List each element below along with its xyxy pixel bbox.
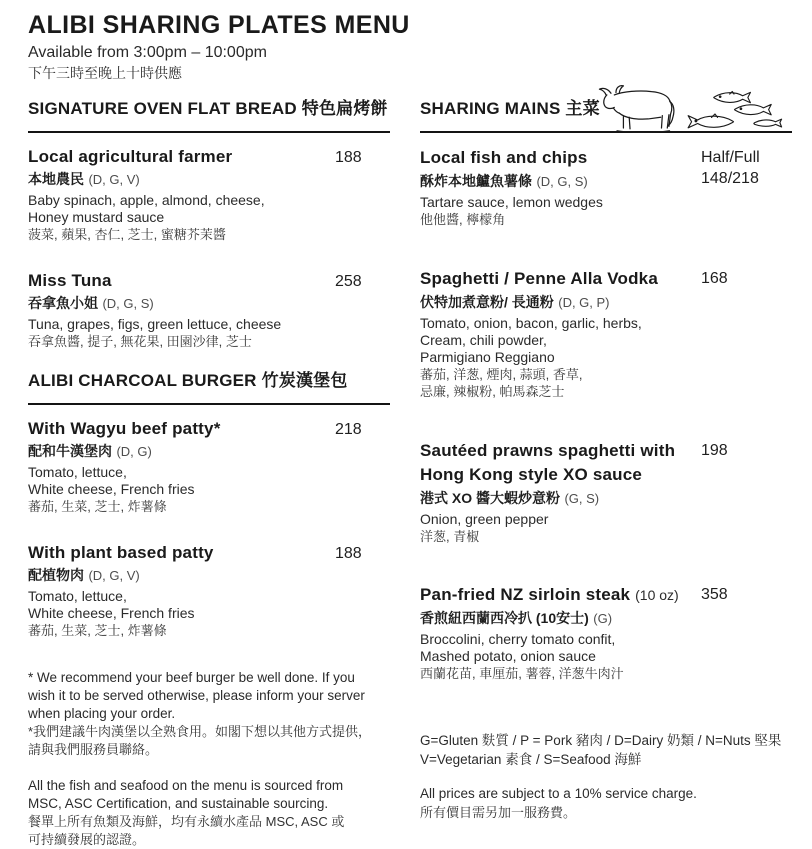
menu-item-local-agricultural-farmer bbox=[28, 146, 390, 244]
item-zh-line bbox=[28, 294, 390, 313]
availability-hours: Available from 3:00pm – 10:00pm bbox=[28, 44, 267, 61]
item-name: Local agricultural farmer bbox=[28, 147, 233, 166]
price-label: Half/Full bbox=[701, 149, 760, 166]
item-zh-name: 伏特加煮意粉/ 長通粉 bbox=[420, 293, 554, 310]
item-description: Honey mustard sauce bbox=[28, 209, 165, 225]
item-zh-name: 港式 XO 醬大蝦炒意粉 bbox=[420, 489, 561, 506]
item-zh-name: 配和牛漢堡肉 bbox=[28, 443, 112, 459]
item-description-zh: 他他醬, 檸檬角 bbox=[420, 212, 506, 227]
item-price: 188 bbox=[335, 544, 362, 562]
item-description: White cheese, French fries bbox=[28, 604, 195, 621]
page-title: ALIBI SHARING PLATES MENU bbox=[28, 11, 410, 39]
allergen-codes: (G) bbox=[593, 611, 613, 626]
item-price: 198 bbox=[701, 441, 728, 459]
item-description-zh: 忌廉, 辣椒粉, 帕馬森芝士 bbox=[420, 384, 565, 399]
note-line-zh: *我們建議牛肉漢堡以全熟食用。如閣下想以其他方式提供， bbox=[28, 724, 372, 739]
section-sharing-mains bbox=[420, 96, 792, 683]
allergen-codes: (D, G) bbox=[116, 444, 152, 459]
service-note-en: All prices are subject to a 10% service charge. bbox=[420, 785, 697, 801]
allergen-codes: (G, S) bbox=[564, 490, 600, 506]
item-zh-name: 本地農民 bbox=[28, 171, 84, 187]
item-description: Parmigiano Reggiano bbox=[420, 348, 555, 365]
service-note-zh: 所有價目需另加一服務費。 bbox=[420, 804, 577, 820]
item-description: Tuna, grapes, figs, green lettuce, cheese bbox=[28, 315, 282, 332]
item-name-text: Pan-fried NZ sirloin steak bbox=[420, 585, 631, 604]
section-flat-bread bbox=[28, 96, 390, 350]
menu-item-penne-alla-vodka bbox=[420, 267, 792, 401]
item-zh-name: 香煎紐西蘭西冷扒 (10安士) bbox=[420, 610, 589, 626]
item-description-zh: 西蘭花苗, 車厘茄, 薯蓉, 洋葱牛肉汁 bbox=[420, 666, 624, 681]
item-zh-line bbox=[28, 170, 390, 189]
item-description-zh: 蕃茄, 生菜, 芝士, 炸薯條 bbox=[28, 622, 167, 638]
item-name: Spaghetti / Penne Alla Vodka bbox=[420, 268, 658, 288]
item-zh-line bbox=[28, 566, 390, 585]
item-description: Tomato, lettuce, bbox=[28, 587, 127, 604]
item-name-line: Hong Kong style XO sauce bbox=[420, 464, 643, 484]
allergen-codes: (D, G, S) bbox=[536, 174, 588, 189]
seafood-sourcing-note bbox=[28, 777, 390, 849]
item-zh-name: 酥炸本地鱸魚薯條 bbox=[420, 173, 532, 189]
item-price: 218 bbox=[335, 421, 362, 438]
section-header bbox=[28, 368, 390, 405]
note-line: when placing your order. bbox=[28, 706, 176, 721]
service-charge-note bbox=[420, 785, 792, 822]
item-zh-line bbox=[420, 609, 792, 628]
price-values: 148/218 bbox=[701, 170, 759, 187]
item-description: Broccolini, cherry tomato confit, bbox=[420, 631, 616, 647]
note-line: * We recommend your beef burger be well done. If you bbox=[28, 670, 355, 685]
item-description-zh: 菠菜, 蘋果, 杏仁, 芝士, 蜜糖芥茉醬 bbox=[28, 227, 226, 242]
allergen-codes: (D, G, V) bbox=[88, 567, 140, 583]
item-description-zh: 蕃茄, 生菜, 芝士, 炸薯條 bbox=[28, 499, 167, 514]
item-description: Tomato, onion, bacon, garlic, herbs, bbox=[420, 314, 642, 331]
item-description: Cream, chili powder, bbox=[420, 331, 547, 348]
note-line: All the fish and seafood on the menu is sourced from bbox=[28, 778, 344, 793]
cow-icon bbox=[592, 85, 678, 133]
item-price: 258 bbox=[335, 272, 362, 290]
menu-item-local-fish-and-chips bbox=[420, 146, 792, 229]
right-column bbox=[420, 96, 792, 822]
legend-line: G=Gluten 麩質 / P = Pork 豬肉 / D=Dairy 奶類 / N=Nuts 堅果 bbox=[420, 732, 782, 748]
item-name bbox=[420, 439, 705, 487]
availability-hours-zh: 下午三時至晚上十時供應 bbox=[28, 65, 182, 81]
item-description-zh: 蕃茄, 洋葱, 煙肉, 蒜頭, 香草, bbox=[420, 366, 583, 382]
note-line: wish it to be served otherwise, please inform your server bbox=[28, 688, 365, 703]
note-line-zh: 可持續發展的認證。 bbox=[28, 832, 146, 847]
section-header bbox=[28, 96, 390, 133]
item-description: Mashed potato, onion sauce bbox=[420, 648, 596, 664]
item-name-suffix: (10 oz) bbox=[635, 587, 679, 603]
item-price: 188 bbox=[335, 149, 362, 166]
section-charcoal-burger bbox=[28, 368, 390, 639]
item-description: Tartare sauce, lemon wedges bbox=[420, 194, 603, 210]
allergen-codes: (D, G, V) bbox=[88, 172, 140, 187]
item-price bbox=[701, 147, 760, 189]
allergen-codes: (D, G, S) bbox=[102, 295, 154, 311]
legend-line: V=Vegetarian 素食 / S=Seafood 海鮮 bbox=[420, 751, 642, 767]
item-name: Local fish and chips bbox=[420, 148, 588, 167]
fish-school-icon bbox=[682, 88, 786, 133]
item-description-zh: 洋葱, 青椒 bbox=[420, 528, 480, 544]
note-line: MSC, ASC Certification, and sustainable sourcing. bbox=[28, 796, 329, 811]
left-column bbox=[28, 96, 390, 849]
item-name: With plant based patty bbox=[28, 542, 214, 562]
menu-item-miss-tuna bbox=[28, 270, 390, 351]
item-zh-name: 吞拿魚小姐 bbox=[28, 294, 98, 311]
item-description: White cheese, French fries bbox=[28, 481, 195, 497]
note-line-zh: 餐單上所有魚類及海鮮，均有永續水產品 MSC, ASC 或 bbox=[28, 814, 345, 829]
item-description: Onion, green pepper bbox=[420, 510, 549, 527]
page-header bbox=[28, 10, 410, 83]
item-zh-line bbox=[28, 442, 390, 461]
item-price: 168 bbox=[701, 269, 728, 287]
item-name bbox=[420, 583, 705, 607]
item-name: With Wagyu beef patty* bbox=[28, 419, 221, 438]
section-title: SHARING MAINS 主菜 bbox=[420, 99, 600, 118]
section-header bbox=[420, 96, 792, 133]
item-name: Miss Tuna bbox=[28, 270, 112, 290]
item-zh-line bbox=[420, 489, 792, 508]
menu-item-plant-based-patty bbox=[28, 542, 390, 640]
item-zh-line bbox=[420, 293, 792, 312]
item-description-zh: 吞拿魚醬, 提子, 無花果, 田園沙律, 芝士 bbox=[28, 333, 252, 349]
section-title: SIGNATURE OVEN FLAT BREAD 特色扁烤餅 bbox=[28, 99, 388, 118]
menu-item-nz-sirloin-steak bbox=[420, 583, 792, 683]
item-zh-name: 配植物肉 bbox=[28, 566, 84, 583]
menu-item-wagyu-beef-patty bbox=[28, 418, 390, 516]
section-icons bbox=[592, 85, 786, 133]
menu-item-xo-prawn-spaghetti bbox=[420, 439, 792, 546]
allergen-legend bbox=[420, 731, 792, 769]
allergen-codes: (D, G, P) bbox=[558, 294, 610, 310]
item-price: 358 bbox=[701, 586, 728, 603]
item-description: Tomato, lettuce, bbox=[28, 464, 127, 480]
item-name-line: Sautéed prawns spaghetti with bbox=[420, 440, 676, 460]
footnotes bbox=[28, 669, 390, 849]
note-line-zh: 請與我們服務員聯絡。 bbox=[28, 742, 159, 757]
item-description: Baby spinach, apple, almond, cheese, bbox=[28, 192, 265, 208]
burger-doneness-note bbox=[28, 669, 390, 759]
section-title: ALIBI CHARCOAL BURGER 竹炭漢堡包 bbox=[28, 371, 348, 390]
